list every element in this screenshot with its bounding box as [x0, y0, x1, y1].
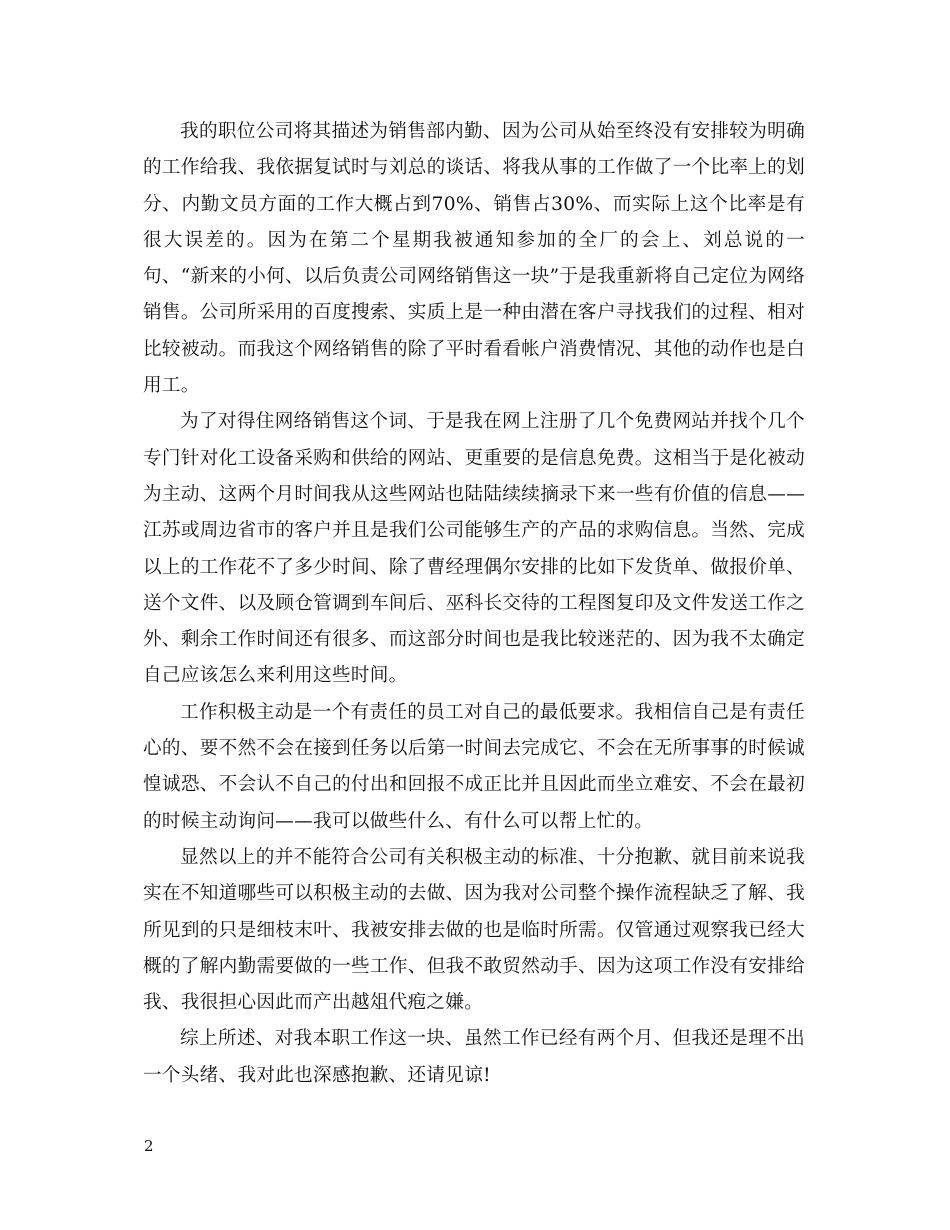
paragraph-4: 显然以上的并不能符合公司有关积极主动的标准、十分抱歉、就目前来说我实在不知道哪些可以积极主动的去做、因为我对公司整个操作流程缺乏了解、我所见到的只是细枝末叶、我被安排去做的也是临时所需。仅管通过观察我已经大概的了解内勤需要做的一些工作、但我不敢贸然动手、因为这项工作没有安排给我、我很担心因此而产出越俎代疱之嫌。 — [143, 846, 805, 1014]
page-number: 2 — [144, 1137, 154, 1155]
body-text — [143, 114, 805, 1094]
paragraph-5: 综上所述、对我本职工作这一块、虽然工作已经有两个月、但我还是理不出一个头绪、我对此也深感抱歉、还请见谅! — [143, 1028, 805, 1086]
paragraph-2: 为了对得住网络销售这个词、于是我在网上注册了几个免费网站并找个几个专门针对化工设备采购和供给的网站、更重要的是信息免费。这相当于是化被动为主动、这两个月时间我从这些网站也陆陆续续摘录下来一些有价值的信息——江苏或周边省市的客户并且是我们公司能够生产的产品的求购信息。当然、完成以上的工作花不了多少时间、除了曹经理偶尔安排的比如下发货单、做报价单、送个文件、以及顾仓管调到车间后、巫科长交待的工程图复印及文件发送工作之外、剩余工作时间还有很多、而这部分时间也是我比较迷茫的、因为我不太确定自己应该怎么来利用这些时间。 — [143, 411, 805, 687]
paragraph-1: 我的职位公司将其描述为销售部内勤、因为公司从始至终没有安排较为明确的工作给我、我依据复试时与刘总的谈话、将我从事的工作做了一个比率上的划分、内勤文员方面的工作大概占到70%、销售占30%、而实际上这个比率是有很大误差的。因为在第二个星期我被通知参加的全厂的会上、刘总说的一句、“新来的小何、以后负责公司网络销售这一块”于是我重新将自己定位为网络销售。公司所采用的百度搜索、实质上是一种由潜在客户寻找我们的过程、相对比较被动。而我这个网络销售的除了平时看看帐户消费情况、其他的动作也是白用工。 — [143, 121, 805, 397]
paragraph-3: 工作积极主动是一个有责任的员工对自己的最低要求。我相信自己是有责任心的、要不然不会在接到任务以后第一时间去完成它、不会在无所事事的时候诚惶诚恐、不会认不自己的付出和回报不成正比并且因此而坐立难安、不会在最初的时候主动询问——我可以做些什么、有什么可以帮上忙的。 — [143, 701, 805, 832]
